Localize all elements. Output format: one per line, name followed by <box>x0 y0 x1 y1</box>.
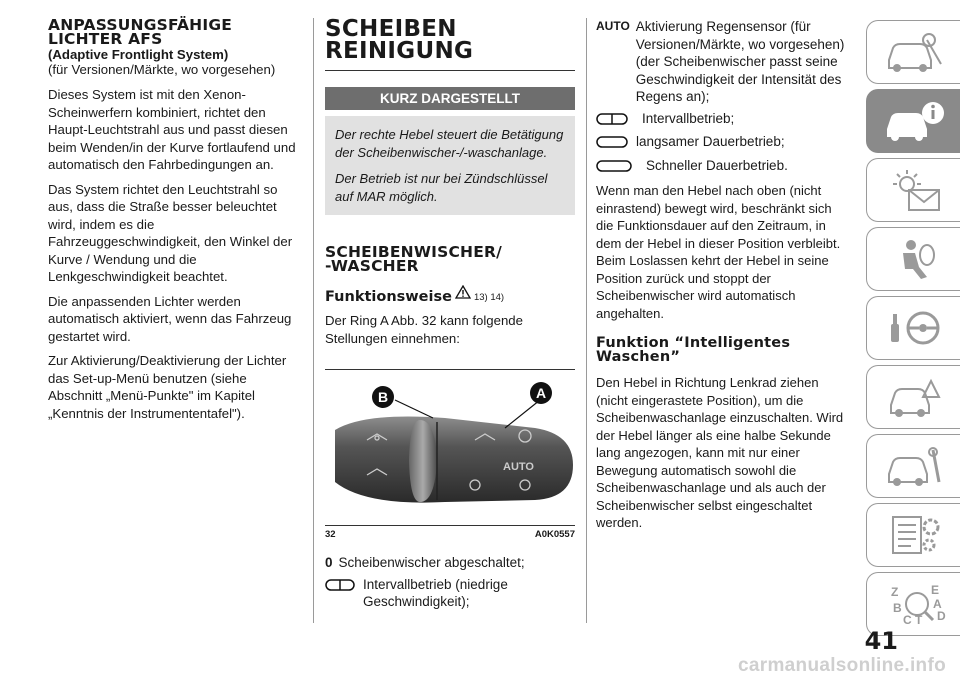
index-letter-z: Z <box>890 585 898 599</box>
slow-item <box>596 133 848 153</box>
index-icon <box>883 582 947 626</box>
summary-text-1: Der rechte Hebel steuert die Betätigung der Scheibenwischer-/-waschanlage. <box>335 127 564 160</box>
position-0-text: Scheibenwischer abgeschaltet; <box>338 555 525 570</box>
interval-text: Intervallbetrieb; <box>642 110 735 126</box>
lever-up-paragraph: Wenn man den Hebel nach oben (nicht einrastend) bewegt wird, beschränkt sich die Funktionsdauer auf den Zeitraum, in dem der Hebel in dieser Position verbleibt. Beim Loslassen kehrt der Hebel in seine Position zurück und stoppt der Scheibenwischer wird automatisch angehalten. <box>596 183 841 321</box>
function-references: 13) 14) <box>473 292 505 303</box>
continuous-slow-icon <box>596 135 628 153</box>
chapter-title-line2: REINIGUNG <box>325 38 474 64</box>
afs-subheading: (Adaptive Frontlight System) <box>48 47 229 62</box>
ring-paragraph: Der Ring A Abb. 32 kann folgende Stellungen einnehmen: <box>325 313 523 346</box>
tab-safety[interactable] <box>866 227 960 291</box>
column-separator <box>313 18 314 623</box>
wiper-lever-illustration <box>325 370 575 520</box>
tab-service[interactable] <box>866 434 960 498</box>
car-info-icon <box>883 99 947 143</box>
tab-emergency[interactable] <box>866 365 960 429</box>
callout-b-label: B <box>377 389 389 405</box>
airbag-icon <box>883 237 947 281</box>
car-service-icon <box>883 444 947 488</box>
smart-wash-paragraph: Den Hebel in Richtung Lenkrad ziehen (nicht eingerastete Position), um die Scheibenwaschanlage einzuschalten. Wird der Hebel länger als eine halbe Sekunde lang angezogen, kann mit nur einer Bewegung automatisch sowohl die Scheibenwaschanlage und als auch der Scheibenwischer selbst eingeschaltet werden. <box>596 375 844 530</box>
summary-header: KURZ DARGESTELLT <box>325 87 575 110</box>
continuous-fast-icon <box>596 159 632 177</box>
tab-instrument-info[interactable] <box>866 89 960 153</box>
middle-column <box>325 18 575 615</box>
chapter-title-line1: SCHEIBEN <box>325 16 457 42</box>
index-letter-a: A <box>932 597 942 611</box>
figure-number: 32 <box>325 529 336 540</box>
chapter-title-block <box>325 18 575 71</box>
interval-low-icon <box>325 578 355 611</box>
callout-a-label: A <box>535 385 547 401</box>
crash-icon <box>883 375 947 419</box>
function-heading: Funktionsweise <box>325 289 452 305</box>
tab-starting-driving[interactable] <box>866 296 960 360</box>
afs-paragraph-2: Das System richtet den Leuchtstrahl so aus, dass die Straße besser beleuchtet wird, indem es die Fahrzeuggeschwindigkeit, den Winkel der Kurve / Wendung und die Lenkgeschwindigkeit beachtet. <box>48 181 293 284</box>
chapter-title <box>325 18 575 62</box>
afs-paragraph-1: Dieses System ist mit den Xenon-Scheinwerfern kombiniert, richtet den Haupt-Leuchtstrahl aus und passt diesen beim Wenden/in der Kurve fortlaufend und automatisch den Fahrbedingungen an. <box>48 87 296 172</box>
right-column <box>596 18 848 539</box>
auto-text: Aktivierung Regensensor (für Versionen/Märkte, wo vorgesehen) (der Scheibenwischer passt seine Geschwindigkeit der Intensität des Regens an); <box>635 19 845 104</box>
figure-caption <box>325 525 575 540</box>
afs-heading-line2: LICHTER AFS <box>48 30 163 48</box>
interval-item <box>596 110 848 130</box>
lights-icon <box>883 168 947 212</box>
tab-technical-data[interactable] <box>866 503 960 567</box>
page-number: 41 <box>864 627 898 655</box>
wiper-heading-line1: SCHEIBENWISCHER/ <box>325 243 502 261</box>
slow-text: langsamer Dauerbetrieb; <box>636 134 785 149</box>
index-letter-t: T <box>914 613 922 626</box>
summary-box <box>325 116 575 215</box>
chapter-tabs <box>860 20 960 641</box>
afs-paragraph-3: Die anpassenden Lichter werden automatisch aktiviert, wenn das Fahrzeug gestartet wird. <box>48 293 292 344</box>
specs-icon <box>883 513 947 557</box>
auto-item <box>596 18 848 106</box>
smart-wash-heading-line2: Waschen” <box>596 349 681 365</box>
position-0-item <box>325 554 575 572</box>
smart-wash-heading-line1: Funktion “Intelligentes <box>596 335 791 351</box>
wiper-heading-line2: -WASCHER <box>325 257 419 275</box>
index-letter-e: E <box>930 583 939 597</box>
warning-triangle-icon <box>455 285 471 304</box>
lever-up-paragraph-block <box>596 182 848 322</box>
tab-warnings[interactable] <box>866 20 960 84</box>
left-column <box>48 18 300 429</box>
position-1-text: Intervallbetrieb (niedrige Geschwindigkeit); <box>363 576 508 609</box>
watermark: carmanualsonline.info <box>738 655 946 676</box>
index-letter-c: C <box>902 613 912 626</box>
afs-heading <box>48 18 300 46</box>
figure-32 <box>325 369 575 540</box>
position-1-item <box>325 576 575 611</box>
steering-key-icon <box>883 306 947 350</box>
car-warning-icon <box>883 30 947 74</box>
afs-note: (für Versionen/Märkte, wo vorgesehen) <box>48 62 276 77</box>
wiper-section-heading <box>325 245 575 273</box>
auto-symbol: AUTO <box>596 19 630 33</box>
fast-item <box>596 157 848 177</box>
function-heading-row <box>325 285 575 304</box>
tab-lights[interactable] <box>866 158 960 222</box>
index-letter-b: B <box>892 601 902 615</box>
off-symbol: 0 <box>325 555 333 570</box>
smart-wash-heading <box>596 336 848 364</box>
smart-wash-paragraph-block <box>596 374 848 532</box>
column-separator <box>586 18 587 623</box>
lever-auto-label: AUTO <box>503 461 534 473</box>
afs-heading-line1: ANPASSUNGSFÄHIGE <box>48 16 233 34</box>
interval-icon <box>596 112 628 130</box>
figure-code: A0K0557 <box>534 529 575 540</box>
fast-text: Schneller Dauerbetrieb. <box>646 157 788 173</box>
summary-text-2: Der Betrieb ist nur bei Zündschlüssel auf MAR möglich. <box>335 171 548 204</box>
index-letter-d: D <box>936 609 946 623</box>
afs-paragraph-4: Zur Aktivierung/Deaktivierung der Lichter das Set-up-Menü benutzen (siehe Abschnitt „Menü-Punkte" im Kapitel „Kenntnis der Instrumententafel"). <box>48 353 287 421</box>
